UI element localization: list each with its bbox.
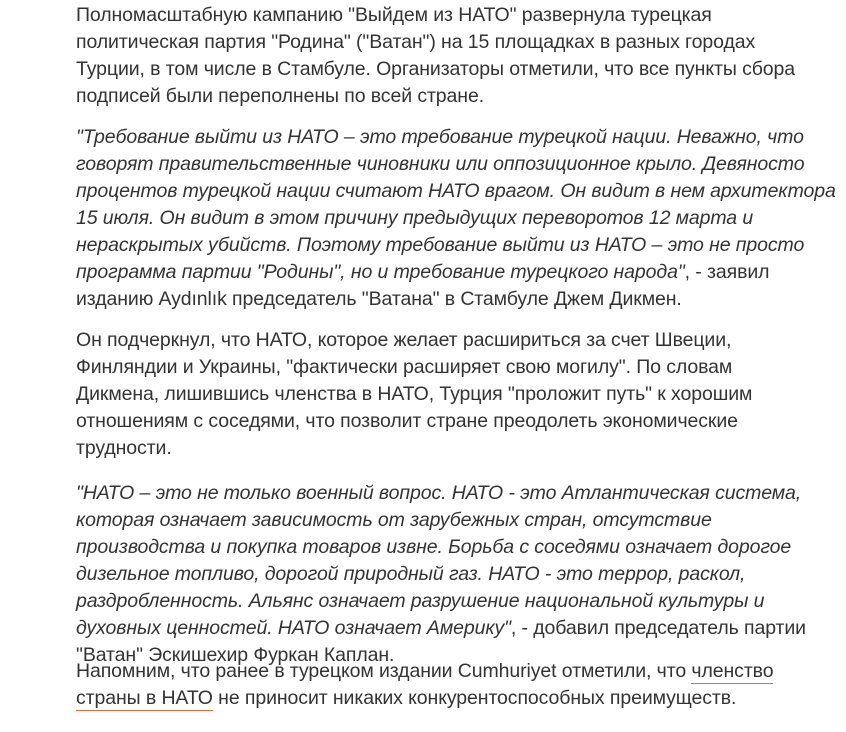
attribution-kaplan: , - добавил председатель партии "Ватан" Эскишехир Фуркан Каплан. [76, 617, 806, 666]
paragraph-kaplan-quote [76, 480, 836, 669]
paragraph-campaign: Полномасштабную кампанию "Выйдем из НАТО" развернула турецкая политическая партия "Родина" ("Ватан") на 15 площадках в разных городах Турции, в том числе в Стамбуле. Организаторы отметили, что все пункты сбора подписей были переполнены по всей стране. [76, 4, 796, 107]
cumhuriyet-text-after: не приносит никаких конкурентоспособных преимуществ. [212, 687, 737, 709]
quote-dikmen: "Требование выйти из НАТО – это требование турецкой нации. Неважно, что говорят правительственные чиновники или оппозиционное крыло. Девяносто процентов турецкой нации считают НАТО врагом. Он видит в нем архитектора 15 июля. Он видит в этом причину предыдущих переворотов 12 марта и нераскрытых убийств. Поэтому требование выйти из НАТО – это не просто программа партии "Родины", но и требование турецкого народа" [76, 126, 836, 283]
quote-kaplan: "НАТО – это не только военный вопрос. НАТО - это Атлантическая система, которая означает зависимость от зарубежных стран, отсутствие производства и покупка товаров извне. Борьба с соседями означает дорогое дизельное топливо, дорогой природный газ. НАТО - это террор, раскол, раздробленность. Альянс означает разрушение национальной культуры и духовных ценностей. НАТО означает Америку" [76, 482, 802, 639]
paragraph-dikmen-quote [76, 124, 836, 313]
cumhuriyet-text-before: Напомним, что ранее в турецком издании Cumhuriyet отметили, что [76, 660, 692, 682]
paragraph-cumhuriyet [76, 658, 836, 712]
nato-membership-link[interactable]: членство страны в НАТО [76, 660, 774, 709]
attribution-dikmen: , - заявил изданию Aydınlık председатель "Ватана" в Стамбуле Джем Дикмен. [76, 261, 770, 310]
paragraph-dikmen-statement: Он подчеркнул, что НАТО, которое желает расшириться за счет Швеции, Финляндии и Украины, "фактически расширяет свою могилу". По словам Дикмена, лишившись членства в НАТО, Турция "проложит путь" к хорошим отношениям с соседями, что позволит стране преодолеть экономические трудности. [76, 329, 753, 459]
